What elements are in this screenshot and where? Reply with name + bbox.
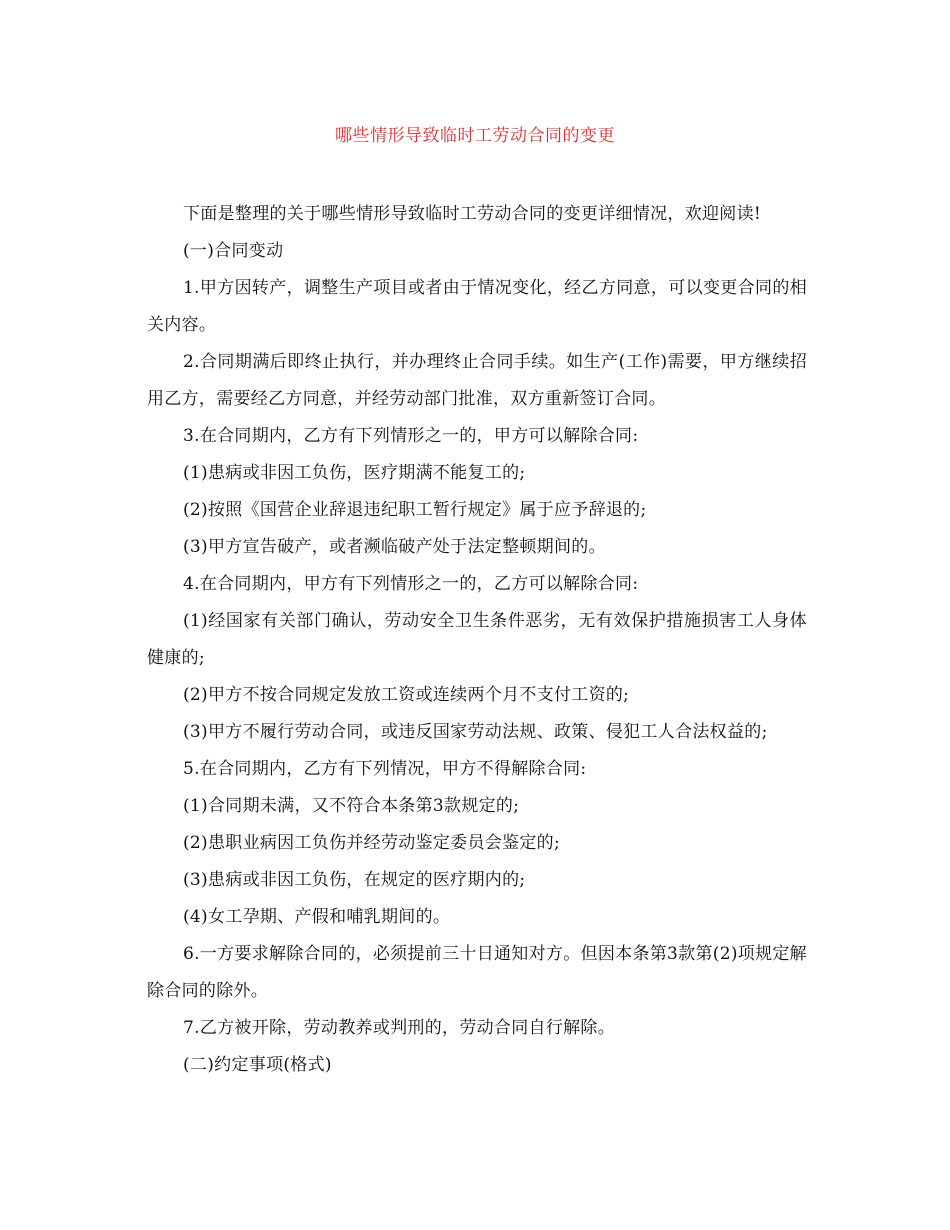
sub-item-3-1: (1)患病或非因工负伤，医疗期满不能复工的; — [183, 463, 526, 483]
sub-item-4-3: (3)甲方不履行劳动合同，或违反国家劳动法规、政策、侵犯工人合法权益的; — [183, 722, 768, 742]
paragraph-item-6: 6.一方要求解除合同的，必须提前三十日通知对方。但因本条第3款第(2)项规定解除合同的除外。 — [147, 944, 807, 1001]
sub-item-4-2: (2)甲方不按合同规定发放工资或连续两个月不支付工资的; — [183, 685, 630, 705]
sub-item-3-3: (3)甲方宣告破产，或者濒临破产处于法定整顿期间的。 — [183, 537, 606, 557]
sub-item-3-2: (2)按照《国营企业辞退违纪职工暂行规定》属于应予辞退的; — [183, 500, 647, 520]
paragraph-item-7: 7.乙方被开除，劳动教养或判刑的，劳动合同自行解除。 — [183, 1018, 616, 1038]
document-title: 哪些情形导致临时工劳动合同的变更 — [335, 126, 615, 146]
section-heading-agreed-matters: (二)约定事项(格式) — [183, 1055, 332, 1075]
sub-item-5-2: (2)患职业病因工负伤并经劳动鉴定委员会鉴定的; — [183, 833, 561, 853]
paragraph-item-5: 5.在合同期内，乙方有下列情况，甲方不得解除合同: — [183, 759, 587, 779]
sub-item-5-4: (4)女工孕期、产假和哺乳期间的。 — [183, 907, 451, 927]
paragraph-intro: 下面是整理的关于哪些情形导致临时工劳动合同的变更详细情况，欢迎阅读! — [183, 204, 762, 224]
document-body — [147, 196, 807, 1084]
sub-item-5-1: (1)合同期未满，又不符合本条第3款规定的; — [183, 796, 520, 816]
paragraph-item-3: 3.在合同期内，乙方有下列情形之一的，甲方可以解除合同: — [183, 426, 639, 446]
sub-item-4-1: (1)经国家有关部门确认，劳动安全卫生条件恶劣，无有效保护措施损害工人身体健康的; — [147, 611, 807, 668]
paragraph-item-4: 4.在合同期内，甲方有下列情形之一的，乙方可以解除合同: — [183, 574, 639, 594]
paragraph-item-1: 1.甲方因转产，调整生产项目或者由于情况变化，经乙方同意，可以变更合同的相关内容。 — [147, 278, 807, 335]
paragraph-item-2: 2.合同期满后即终止执行，并办理终止合同手续。如生产(工作)需要，甲方继续招用乙方，需要经乙方同意，并经劳动部门批准，双方重新签订合同。 — [147, 352, 807, 409]
section-heading-contract-change: (一)合同变动 — [183, 241, 284, 261]
sub-item-5-3: (3)患病或非因工负伤，在规定的医疗期内的; — [183, 870, 526, 890]
